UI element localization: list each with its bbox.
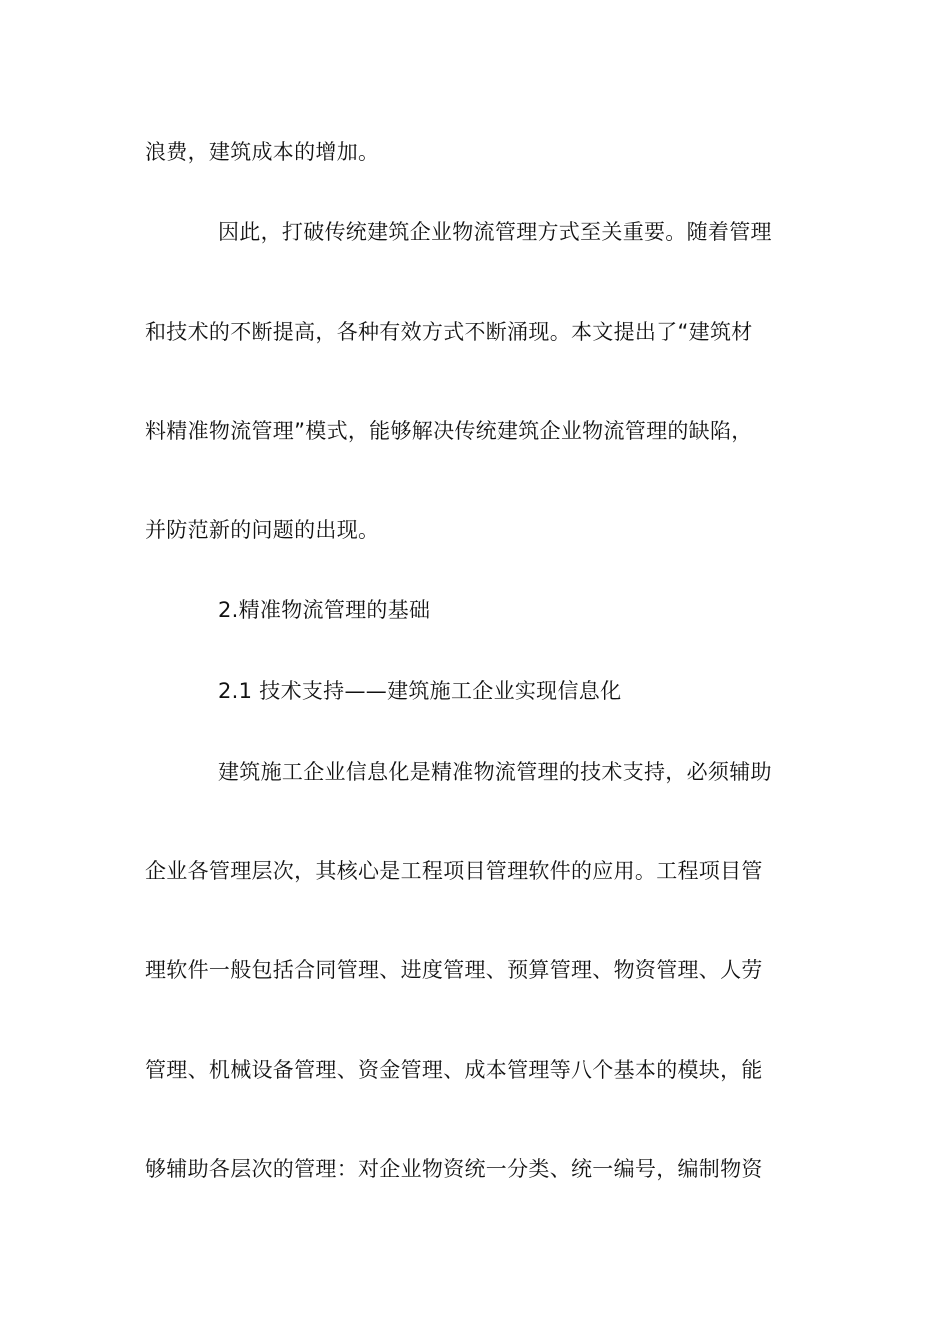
paragraph-line: 浪费，建筑成本的增加。 (145, 140, 380, 164)
section-heading: 2.精准物流管理的基础 (218, 598, 431, 622)
paragraph-line: 企业各管理层次，其核心是工程项目管理软件的应用。工程项目管 (145, 859, 763, 883)
paragraph-line: 够辅助各层次的管理：对企业物资统一分类、统一编号，编制物资 (145, 1157, 763, 1181)
paragraph-line: 和技术的不断提高，各种有效方式不断涌现。本文提出了“建筑材 (145, 320, 753, 344)
paragraph-line: 理软件一般包括合同管理、进度管理、预算管理、物资管理、人劳 (145, 958, 763, 982)
paragraph-line: 因此，打破传统建筑企业物流管理方式至关重要。随着管理 (218, 220, 772, 244)
paragraph-line: 管理、机械设备管理、资金管理、成本管理等八个基本的模块，能 (145, 1058, 763, 1082)
paragraph-line: 并防范新的问题的出现。 (145, 518, 380, 542)
paragraph-line: 料精准物流管理”模式，能够解决传统建筑企业物流管理的缺陷， (145, 419, 753, 443)
subsection-heading: 2.1 技术支持——建筑施工企业实现信息化 (218, 679, 622, 703)
paragraph-line: 建筑施工企业信息化是精准物流管理的技术支持，必须辅助 (218, 760, 772, 784)
